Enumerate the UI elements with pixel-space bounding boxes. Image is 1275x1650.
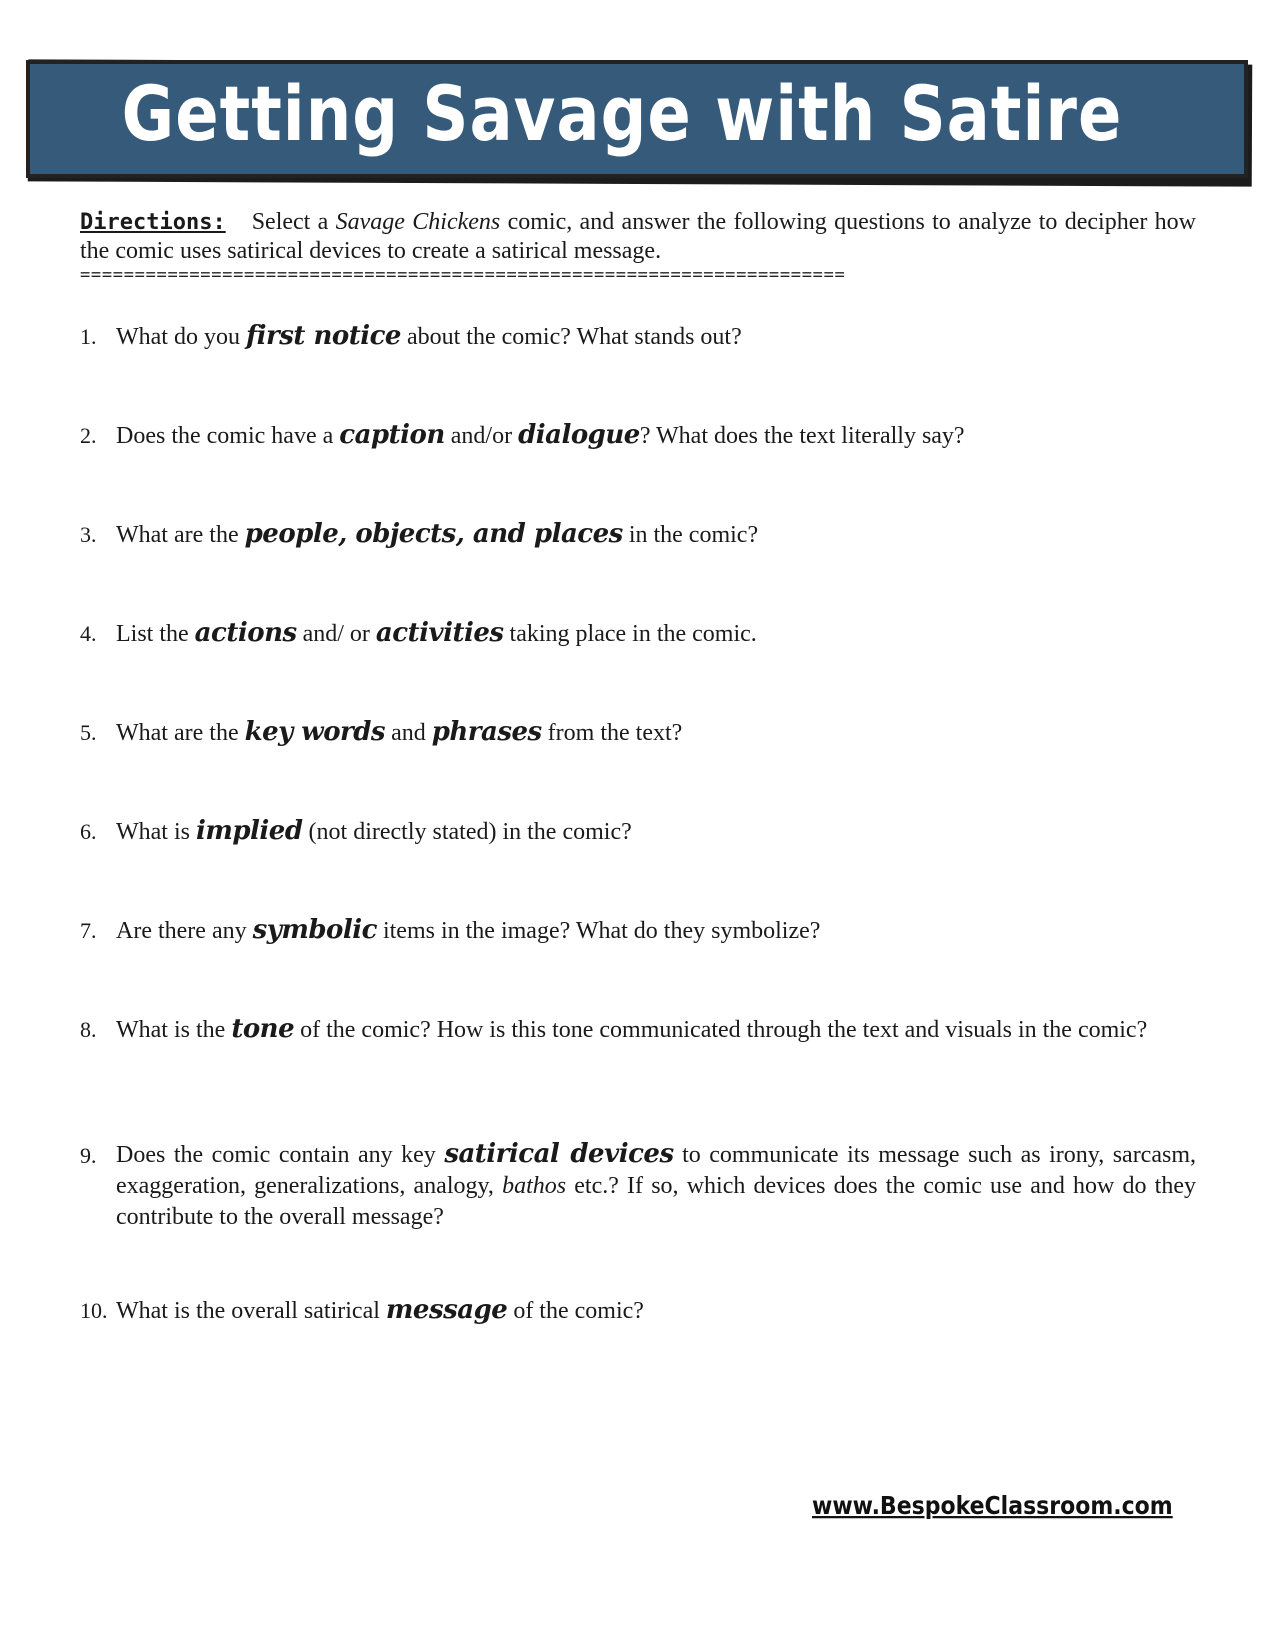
text: about the comic? What stands out? — [400, 324, 742, 350]
text: Does the comic have a — [116, 423, 340, 449]
text: of the comic? How is this tone communicated through the text and visuals in the comic? — [294, 1017, 1148, 1043]
question-text — [116, 1013, 1196, 1047]
question-number: 9. — [80, 1143, 97, 1168]
text: What is the overall satirical — [116, 1298, 386, 1324]
question-text — [116, 914, 1196, 948]
text: What are the — [116, 720, 245, 746]
footer-website-link[interactable]: www.BespokeClassroom.com — [812, 1492, 1173, 1521]
question-number: 2. — [80, 423, 97, 448]
title-banner — [26, 60, 1248, 178]
question-number: 7. — [80, 918, 97, 943]
question-7 — [80, 914, 1196, 948]
text: Are there any — [116, 918, 253, 944]
directions — [80, 208, 1196, 266]
question-number: 4. — [80, 621, 97, 646]
question-8 — [80, 1013, 1196, 1047]
question-number: 1. — [80, 324, 97, 349]
text: to communicate its message such as irony, sarcasm, exaggeration, generalizations, analogy, — [116, 1142, 1196, 1199]
question-2 — [80, 419, 1196, 453]
question-text — [116, 815, 1196, 849]
text: What do you — [116, 324, 246, 350]
question-3 — [80, 518, 1196, 552]
emphasis: key words — [244, 717, 386, 747]
emphasis: first notice — [245, 321, 401, 351]
question-6 — [80, 815, 1196, 849]
text: taking place in the comic. — [503, 621, 757, 647]
emphasis: implied — [195, 816, 303, 846]
text: Does the comic contain any key — [116, 1142, 445, 1168]
question-number: 6. — [80, 819, 97, 844]
comic-name: Savage Chickens — [335, 209, 501, 235]
question-5 — [80, 716, 1196, 750]
text: items in the image? What do they symbolize? — [376, 918, 821, 944]
question-text — [116, 419, 1196, 453]
emphasis: symbolic — [252, 915, 377, 945]
question-text — [116, 1139, 1196, 1233]
question-4 — [80, 617, 1196, 651]
text: ? What does the text literally say? — [639, 423, 965, 449]
question-number: 10. — [80, 1298, 108, 1323]
question-text — [116, 518, 1196, 552]
banner-panel — [26, 60, 1248, 178]
emphasis: phrases — [431, 717, 542, 747]
text: What are the — [116, 522, 245, 548]
text: What is — [116, 819, 196, 845]
emphasis: dialogue — [518, 420, 640, 450]
question-text — [116, 617, 1196, 651]
directions-text-1: Select a — [251, 209, 336, 235]
text: in the comic? — [622, 522, 759, 548]
italic-term: bathos — [502, 1173, 567, 1199]
emphasis: message — [385, 1295, 508, 1325]
text: List the — [116, 621, 195, 647]
directions-text-2: comic, and answer the following questions to analyze to decipher how the comic uses satirical devices to create a satirical message. — [80, 209, 1197, 264]
text: (not directly stated) in the comic? — [302, 819, 632, 845]
question-text — [116, 716, 1196, 750]
question-text — [116, 320, 1196, 354]
text: and — [385, 720, 432, 746]
question-number: 8. — [80, 1017, 97, 1042]
emphasis: activities — [375, 618, 504, 648]
emphasis: tone — [231, 1014, 295, 1044]
text: and/or — [444, 423, 519, 449]
page-title: Getting Savage with Satire — [121, 71, 1123, 159]
question-9 — [80, 1139, 1196, 1233]
emphasis: caption — [339, 420, 445, 450]
question-number: 3. — [80, 522, 97, 547]
question-number: 5. — [80, 720, 97, 745]
question-10 — [80, 1294, 1196, 1328]
question-1 — [80, 320, 1196, 354]
emphasis: actions — [194, 618, 297, 648]
text: from the text? — [541, 720, 683, 746]
emphasis: people, objects, and places — [244, 519, 623, 549]
question-text — [116, 1294, 1196, 1328]
emphasis: satirical devices — [444, 1139, 674, 1169]
separator-line: ====================================================================== — [80, 268, 846, 282]
text: What is the — [116, 1017, 232, 1043]
text: of the comic? — [507, 1298, 644, 1324]
text: and/ or — [296, 621, 376, 647]
text: etc.? If so, which devices does the comic use and how do they contribute to the overall message? — [116, 1173, 1196, 1230]
directions-label: Directions: — [80, 210, 226, 235]
